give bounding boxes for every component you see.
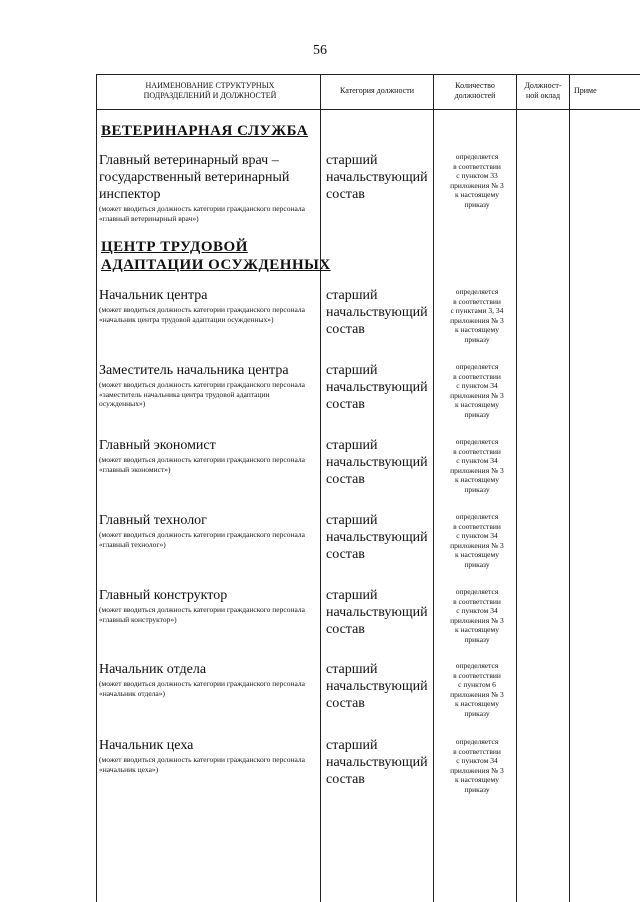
position-note: (может вводиться должность категории гражданского персонала «главный конструктор») xyxy=(99,605,305,624)
position-note: (может вводиться должность категории гражданского персонала «начальник цеха») xyxy=(99,755,305,774)
position-category xyxy=(326,362,436,413)
category-line: старший xyxy=(326,513,378,528)
positions-count-line: в соответствии xyxy=(453,446,501,456)
positions-count-line: приложения № 3 xyxy=(450,390,504,400)
header-position-category: Категория должности xyxy=(340,86,414,95)
positions-count-line: в соответствии xyxy=(453,161,501,171)
positions-count-line: приложения № 3 xyxy=(450,180,504,190)
positions-count-line: определяется xyxy=(455,152,499,161)
position-title xyxy=(99,287,208,304)
position-note: (может вводиться должность категории гражданского персонала «начальник отдела») xyxy=(99,679,305,698)
positions-count-line: приказу xyxy=(464,559,490,569)
category-line: состав xyxy=(326,772,365,787)
positions-count-line: определяется xyxy=(455,437,499,446)
position-title-line: Начальник центра xyxy=(99,288,208,303)
category-line: старший xyxy=(326,363,378,378)
positions-count xyxy=(438,287,516,345)
position-title-line: Главный экономист xyxy=(99,438,216,453)
positions-count-line: к настоящему xyxy=(454,625,500,635)
category-line: старший xyxy=(326,738,378,753)
positions-count-line: определяется xyxy=(455,737,499,746)
position-category xyxy=(326,287,436,338)
positions-count xyxy=(438,512,516,570)
positions-count-line: приказу xyxy=(464,484,490,494)
position-title xyxy=(99,152,289,203)
positions-count xyxy=(438,661,516,719)
column-divider xyxy=(96,74,97,902)
position-category xyxy=(326,152,436,203)
position-category xyxy=(326,512,436,563)
section-title-veterinary: ВЕТЕРИНАРНАЯ СЛУЖБА xyxy=(101,123,309,139)
position-title xyxy=(99,737,193,754)
section-title-line: АДАПТАЦИИ ОСУЖДЕННЫХ xyxy=(101,257,331,273)
category-line: состав xyxy=(326,397,365,412)
positions-count-line: с пунктом 34 xyxy=(456,456,498,466)
category-line: состав xyxy=(326,547,365,562)
category-line: начальствующий xyxy=(326,755,428,770)
position-note: (может вводиться должность категории гражданского персонала «главный экономист») xyxy=(99,455,305,474)
position-category xyxy=(326,587,436,638)
position-title-line: государственный ветеринарный xyxy=(99,170,290,185)
position-category xyxy=(326,437,436,488)
category-line: состав xyxy=(326,322,365,337)
category-line: начальствующий xyxy=(326,380,428,395)
positions-count xyxy=(438,152,516,210)
positions-count-line: с пунктом 34 xyxy=(456,756,498,766)
category-line: начальствующий xyxy=(326,679,428,694)
section-title-labor-center xyxy=(101,238,331,274)
category-line: состав xyxy=(326,696,365,711)
positions-count-line: определяется xyxy=(455,287,499,296)
category-line: начальствующий xyxy=(326,305,428,320)
positions-count xyxy=(438,587,516,645)
positions-count-line: с пунктом 6 xyxy=(458,680,496,690)
category-line: старший xyxy=(326,438,378,453)
positions-count-line: с пунктом 34 xyxy=(456,606,498,616)
position-note: (может вводиться должность категории гражданского персонала «начальник центра трудовой адаптации осужденных») xyxy=(99,305,305,324)
position-title xyxy=(99,437,216,454)
positions-count-line: к настоящему xyxy=(454,475,500,485)
column-divider xyxy=(320,74,321,902)
category-line: начальствующий xyxy=(326,605,428,620)
column-divider xyxy=(516,74,517,902)
positions-count-line: приложения № 3 xyxy=(450,615,504,625)
category-line: начальствующий xyxy=(326,455,428,470)
positions-count-line: к настоящему xyxy=(454,190,500,200)
positions-count-line: в соответствии xyxy=(453,296,501,306)
position-title xyxy=(99,362,289,379)
position-title-line: Главный ветеринарный врач – xyxy=(99,153,279,168)
positions-count xyxy=(438,437,516,495)
position-title-line: инспектор xyxy=(99,187,161,202)
positions-count-line: в соответствии xyxy=(453,521,501,531)
positions-count-line: приказу xyxy=(464,409,490,419)
positions-count-line: в соответствии xyxy=(453,596,501,606)
positions-count-line: к настоящему xyxy=(454,400,500,410)
positions-count-line: приложения № 3 xyxy=(450,689,504,699)
category-line: начальствующий xyxy=(326,530,428,545)
positions-count-line: приказу xyxy=(464,334,490,344)
category-line: состав xyxy=(326,472,365,487)
category-line: состав xyxy=(326,187,365,202)
positions-count-line: приложения № 3 xyxy=(450,540,504,550)
position-title-line: Заместитель начальника центра xyxy=(99,363,289,378)
category-line: старший xyxy=(326,153,378,168)
position-note: (может вводиться должность категории гражданского персонала «заместитель начальника центра трудовой адаптации осужденных») xyxy=(99,380,305,409)
position-title xyxy=(99,587,227,604)
positions-count-line: приказу xyxy=(464,784,490,794)
positions-count-line: определяется xyxy=(455,362,499,371)
header-notes: Приме xyxy=(574,86,597,95)
position-title-line: Главный конструктор xyxy=(99,588,228,603)
category-line: начальствующий xyxy=(326,170,428,185)
positions-count-line: приложения № 3 xyxy=(450,765,504,775)
header-salary: Должност-ной оклад xyxy=(524,81,562,100)
positions-count-line: к настоящему xyxy=(454,325,500,335)
positions-count-line: с пунктами 3, 34 xyxy=(450,306,504,316)
positions-count-line: определяется xyxy=(455,661,499,670)
category-line: состав xyxy=(326,622,365,637)
position-category xyxy=(326,737,436,788)
positions-count-line: к настоящему xyxy=(454,550,500,560)
position-title xyxy=(99,512,207,529)
category-line: старший xyxy=(326,588,378,603)
positions-count xyxy=(438,362,516,420)
positions-count-line: с пунктом 34 xyxy=(456,381,498,391)
positions-count-line: приложения № 3 xyxy=(450,465,504,475)
category-line: старший xyxy=(326,662,378,677)
header-structural-units: НАИМЕНОВАНИЕ СТРУКТУРНЫХ ПОДРАЗДЕЛЕНИЙ И ДОЛЖНОСТЕЙ xyxy=(143,81,277,100)
position-title-line: Главный технолог xyxy=(99,513,207,528)
positions-count-line: приказу xyxy=(464,199,490,209)
table-top-border xyxy=(96,74,640,75)
column-divider xyxy=(569,74,570,902)
positions-count-line: с пунктом 34 xyxy=(456,531,498,541)
positions-count-line: определяется xyxy=(455,587,499,596)
position-note: (может вводиться должность категории гражданского персонала «главный ветеринарный врач») xyxy=(99,204,305,223)
positions-count-line: приложения № 3 xyxy=(450,315,504,325)
positions-count-line: в соответствии xyxy=(453,746,501,756)
category-line: старший xyxy=(326,288,378,303)
position-title xyxy=(99,661,206,678)
positions-count-line: в соответствии xyxy=(453,371,501,381)
positions-count-line: приказу xyxy=(464,634,490,644)
positions-count-line: с пунктом 33 xyxy=(456,171,498,181)
positions-count-line: определяется xyxy=(455,512,499,521)
positions-count-line: к настоящему xyxy=(454,699,500,709)
position-title-line: Начальник цеха xyxy=(99,738,194,753)
page-number: 56 xyxy=(313,43,327,58)
header-positions-count: Количество должностей xyxy=(454,81,496,100)
positions-count-line: приказу xyxy=(464,708,490,718)
position-note: (может вводиться должность категории гражданского персонала «главный технолог») xyxy=(99,530,305,549)
section-title-line: ЦЕНТР ТРУДОВОЙ xyxy=(101,239,248,255)
position-category xyxy=(326,661,436,712)
positions-count-line: в соответствии xyxy=(453,670,501,680)
positions-count-line: к настоящему xyxy=(454,775,500,785)
table-header-bottom-border xyxy=(96,109,640,110)
positions-count xyxy=(438,737,516,795)
position-title-line: Начальник отдела xyxy=(99,662,207,677)
